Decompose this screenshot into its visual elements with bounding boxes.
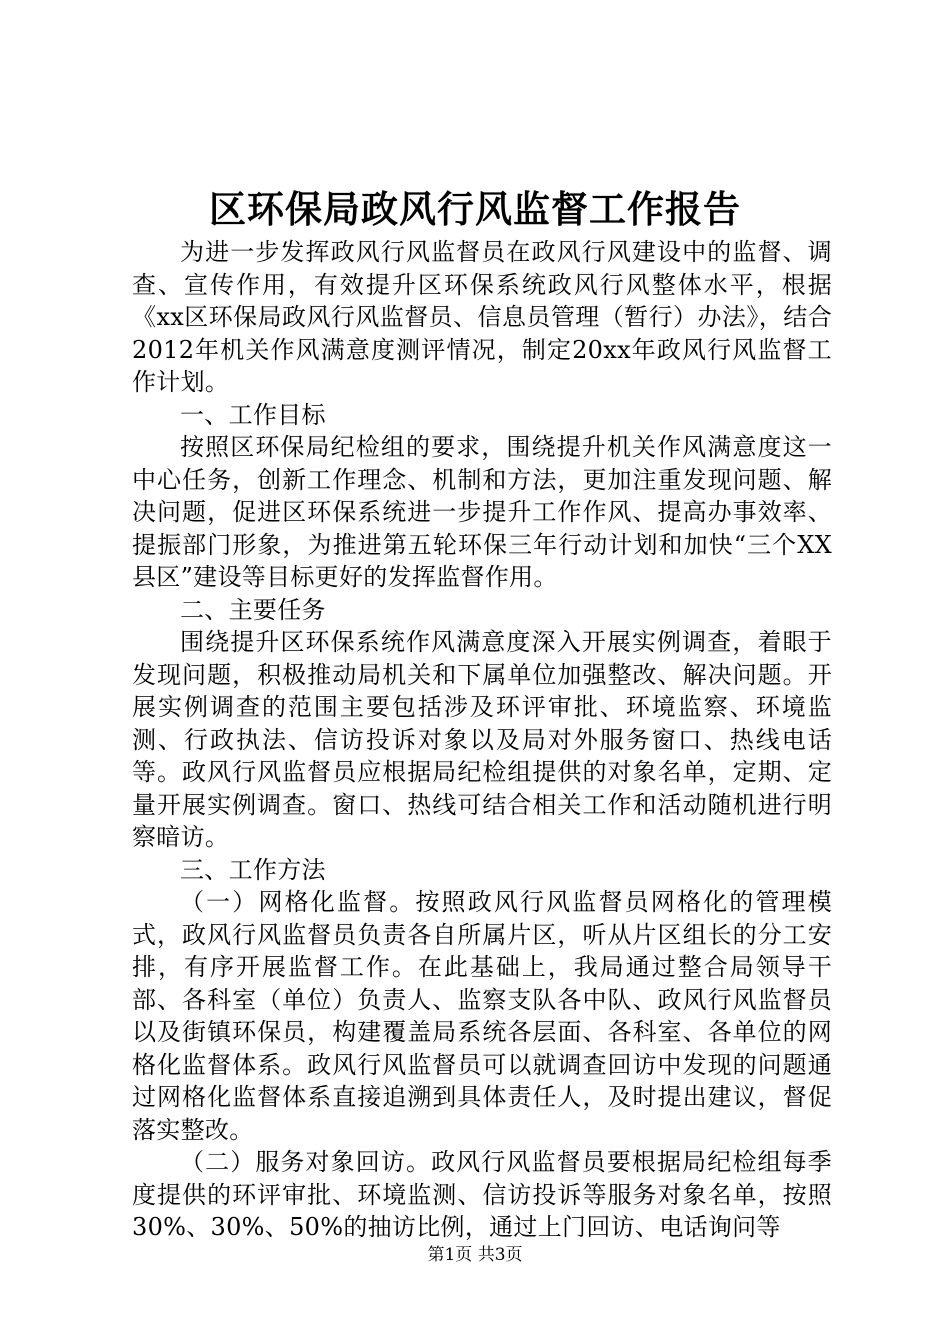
- paragraph-goals: 按照区环保局纪检组的要求，围绕提升机关作风满意度这一中心任务，创新工作理念、机制和方法，更加注重发现问题、解决问题，促进区环保系统进一步提升工作作风、提高办事效率、提振部门形象，为推进第五轮环保三年行动计划和加快“三个XX县区”建设等目标更好的发挥监督作用。: [132, 433, 832, 591]
- section-heading-tasks: 二、主要任务: [180, 595, 326, 624]
- page-footer: 第1页 共3页: [427, 1245, 523, 1265]
- document-body: [132, 236, 832, 1244]
- paragraph-service-revisit: （二）服务对象回访。政风行风监督员要根据局纪检组每季度提供的环评审批、环境监测、信访投诉等服务对象名单，按照30%、30%、50%的抽访比例，通过上门回访、电话询问等: [132, 1148, 832, 1241]
- section-heading-methods: 三、工作方法: [180, 855, 326, 884]
- document-title: 区环保局政风行风监督工作报告: [209, 187, 741, 231]
- paragraph-intro: 为进一步发挥政风行风监督员在政风行风建设中的监督、调查、宣传作用，有效提升区环保系统政风行风整体水平，根据《xx区环保局政风行风监督员、信息员管理（暂行）办法》，结合2012年机关作风满意度测评情况，制定20xx年政风行风监督工作计划。: [132, 238, 832, 396]
- paragraph-tasks: 围绕提升区环保系统作风满意度深入开展实例调查，着眼于发现问题，积极推动局机关和下属单位加强整改、解决问题。开展实例调查的范围主要包括涉及环评审批、环境监察、环境监测、行政执法、信访投诉对象以及局对外服务窗口、热线电话等。政风行风监督员应根据局纪检组提供的对象名单，定期、定量开展实例调查。窗口、热线可结合相关工作和活动随机进行明察暗访。: [132, 628, 832, 851]
- paragraph-grid-supervision: （一）网格化监督。按照政风行风监督员网格化的管理模式，政风行风监督员负责各自所属片区，听从片区组长的分工安排，有序开展监督工作。在此基础上，我局通过整合局领导干部、各科室（单位）负责人、监察支队各中队、政风行风监督员以及街镇环保员，构建覆盖局系统各层面、各科室、各单位的网格化监督体系。政风行风监督员可以就调查回访中发现的问题通过网格化监督体系直接追溯到具体责任人，及时提出建议，督促落实整改。: [132, 888, 832, 1144]
- section-heading-goals: 一、工作目标: [180, 400, 326, 429]
